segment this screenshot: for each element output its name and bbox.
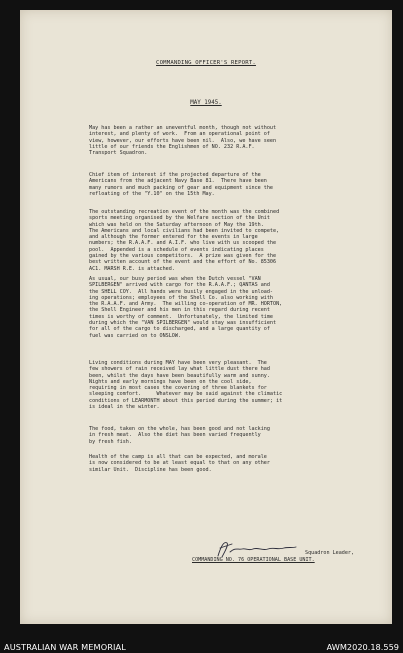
paragraph-1: May has been a rather an uneventful month, though not without interest, and plenty of work. From an operational point of view, however, our efforts have been nil. Also, we have seen little of our friends the Englishmen of NO. 232 R.A.F. Transport Squadron. bbox=[89, 125, 277, 157]
paragraph-4: As usual, our busy period was when the Dutch vessel "VAN SPILBERGEN" arrived with cargo for the R.A.A.F.; QANTAS and the SHELL COY. All hands were busily engaged in the unload- ing operations; employees of the Shell Co. also working with the R.A.A.F. and Army. The willing co-operation of MR. HORTON, the Shell Engineer and his men in this regard during recent times is worthy of comment. Unfortunately, the limited time during which the "VAN SPILBERGEN" would stay was insufficient for all of the cargo to discharged, and a large quantity of fuel was carried on to ONSLOW. bbox=[89, 276, 283, 339]
paragraph-7: Health of the camp is all that can be expected, and morale is now considered to be at least equal to that on any other similar Unit. Discipline has been good. bbox=[89, 454, 270, 473]
archive-footer bbox=[0, 628, 403, 653]
paragraph-3: The outstanding recreation event of the month was the combined sports meeting organised by the Welfare section of the Unit which was held on the Saturday afternoon of May the 19th. The Americans and local civilians had been invited to compete, and although the former entered for the events in large numbers; the R.A.A.F. and A.I.F. who live with us scooped the pool. Appended is a schedule of events indicating places gained by the various competitors. A prize was given for the best written account of the event and the effort of No. 85306 AC1. MARSH R.E. is attached. bbox=[89, 209, 280, 272]
paragraph-6: The food, taken on the whole, has been good and not lacking in fresh meat. Also the diet has been varied frequently by fresh fish. bbox=[89, 426, 270, 445]
report-date: MAY 1945. bbox=[190, 100, 222, 106]
archive-source: AUSTRALIAN WAR MEMORIAL bbox=[4, 642, 126, 652]
archive-reference: AWM2020.18.559 bbox=[326, 642, 399, 652]
report-title: COMMANDING OFFICER'S REPORT. bbox=[156, 60, 256, 66]
signature-rank: Squadron Leader, bbox=[305, 550, 355, 556]
paragraph-5: Living conditions during MAY have been very pleasant. The few showers of rain received lay what little dust there had been, whilst the days have been beautifully warm and sunny. Nights and early mornings have been on the cool side, requiring in most cases the covering of three blankets for sleeping comfort. Whatever may be said against the climatic conditions of LEARMONTH about this period during the summer; it is ideal in the winter. bbox=[89, 360, 283, 411]
signature-unit: COMMANDING NO. 76 OPERATIONAL BASE UNIT. bbox=[192, 557, 315, 563]
document-page bbox=[20, 10, 392, 624]
paragraph-2: Chief item of interest if the projected departure of the Americans from the adjacent Navy Base 81. There have been many rumors and much packing of gear and equipment since the refloating of the "Y.10" on the 15th May. bbox=[89, 172, 274, 197]
